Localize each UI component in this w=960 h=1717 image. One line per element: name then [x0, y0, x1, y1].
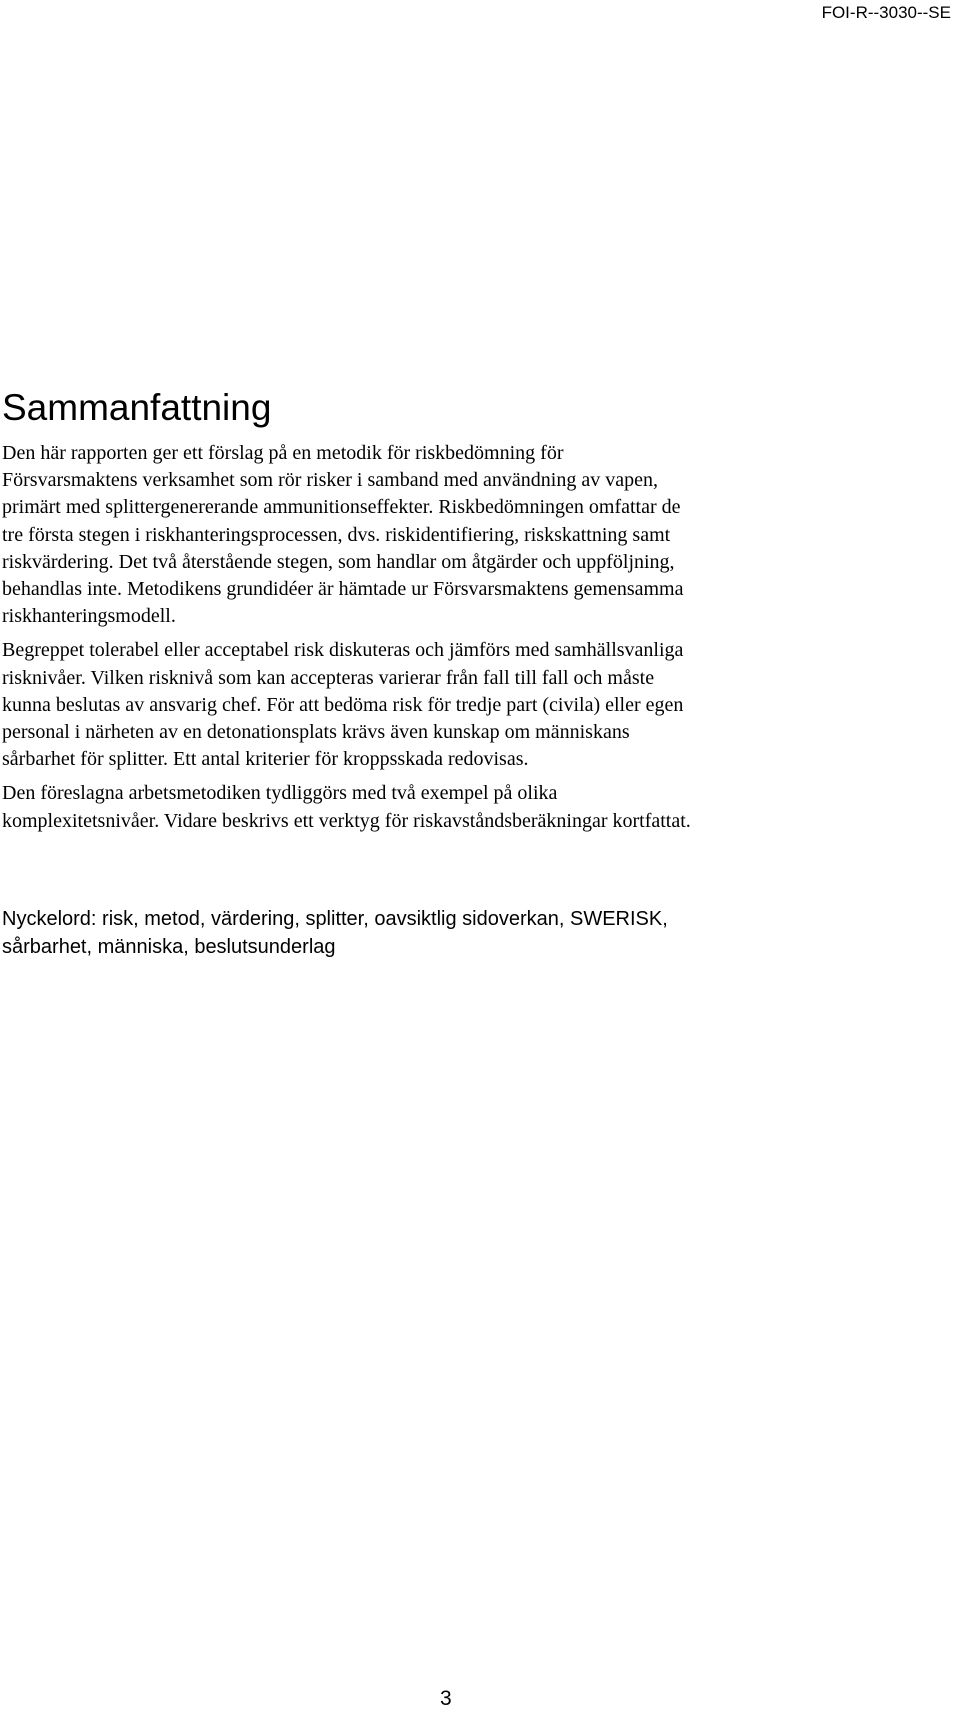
section-title: Sammanfattning	[2, 387, 272, 428]
text-line: tre första stegen i riskhanteringsprocessen, dvs. riskidentifiering, riskskattning samt	[2, 523, 671, 546]
keywords-line: sårbarhet, människa, beslutsunderlag	[2, 935, 336, 958]
text-line: behandlas inte. Metodikens grundidéer är hämtade ur Försvarsmaktens gemensamma	[2, 578, 684, 601]
text-line: kunna beslutas av ansvarig chef. För att bedöma risk för tredje part (civila) eller egen	[2, 693, 684, 716]
text-line: Den föreslagna arbetsmetodiken tydliggörs med två exempel på olika	[2, 782, 558, 805]
text-line: Försvarsmaktens verksamhet som rör risker i samband med användning av vapen,	[2, 469, 658, 492]
text-line: primärt med splittergenererande ammunitionseffekter. Riskbedömningen omfattar de	[2, 496, 681, 519]
page-number: 3	[440, 1687, 452, 1710]
text-line: riskvärdering. Det två återstående stegen, som handlar om åtgärder och uppföljning,	[2, 550, 675, 573]
text-line: komplexitetsnivåer. Vidare beskrivs ett verktyg för riskavståndsberäkningar kortfattat.	[2, 809, 691, 832]
keywords-line: Nyckelord: risk, metod, värdering, splitter, oavsiktlig sidoverkan, SWERISK,	[2, 908, 668, 930]
text-line: personal i närheten av en detonationsplats krävs även kunskap om människans	[2, 721, 630, 744]
text-line: riskhanteringsmodell.	[2, 605, 176, 628]
report-id: FOI-R--3030--SE	[821, 3, 951, 22]
text-line: sårbarhet för splitter. Ett antal kriterier för kroppsskada redovisas.	[2, 748, 529, 771]
paragraph	[2, 780, 952, 834]
summary-body	[2, 440, 952, 835]
paragraph	[2, 440, 952, 630]
text-line: Begreppet tolerabel eller acceptabel risk diskuteras och jämförs med samhällsvanliga	[2, 639, 684, 662]
paragraph	[2, 637, 952, 773]
text-line: risknivåer. Vilken risknivå som kan accepteras varierar från fall till fall och måste	[2, 666, 655, 689]
text-line: Den här rapporten ger ett förslag på en metodik för riskbedömning för	[2, 442, 564, 464]
keywords	[2, 906, 952, 961]
